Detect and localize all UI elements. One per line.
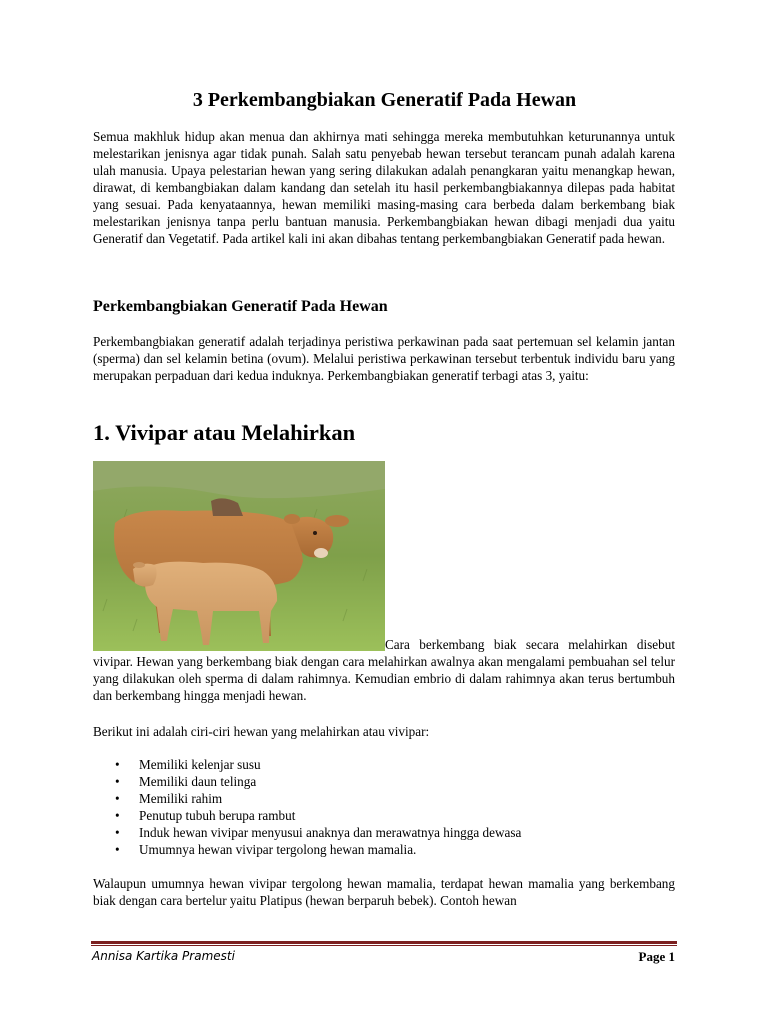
- intro-paragraph: Semua makhluk hidup akan menua dan akhirnya mati sehingga mereka membutuhkan keturunannya untuk melestarikan jenisnya agar tidak punah. Salah satu penyebab hewan tersebut terancam punah adalah karena ulah manusia. Upaya pelestarian hewan yang sering dilakukan adalah penangkaran yaitu menangkap hewan, dirawat, di kembangbiakan dalam kandang dan setelah itu hasil perkembangbiakannya dilepas pada habitat yang sesuai. Pada kenyataannya, hewan memiliki masing-masing cara berbeda dalam berkembang biak melestarikan jenisnya tanpa perlu bantuan manusia. Perkembangbiakan hewan dibagi menjadi dua yaitu Generatif dan Vegetatif. Pada artikel kali ini akan dibahas tentang perkembangbiakan Generatif pada hewan.: [93, 129, 675, 246]
- bullet-icon: •: [115, 774, 120, 789]
- list-item: • Induk hewan vivipar menyusui anaknya dan merawatnya hingga dewasa: [115, 825, 522, 840]
- bullet-icon: •: [115, 757, 120, 772]
- traits-intro: Berikut ini adalah ciri-ciri hewan yang melahirkan atau vivipar:: [93, 724, 430, 739]
- vivipar-heading: 1. Vivipar atau Melahirkan: [93, 420, 356, 445]
- footer-author: Annisa Kartika Pramesti: [92, 949, 235, 963]
- vivipar-paragraph: Cara berkembang biak secara melahirkan disebut vivipar. Hewan yang berkembang biak dengan cara melahirkan awalnya akan mengalami pembuahan sel telur yang dilakukan oleh sperma di dalam rahimnya. Kemudian embrio di dalam rahimnya akan terus bertumbuh dan berkembang hingga menjadi hewan.: [93, 637, 675, 703]
- list-item: • Penutup tubuh berupa rambut: [115, 808, 296, 823]
- page-number: Page 1: [638, 949, 675, 964]
- bullet-icon: •: [115, 808, 120, 823]
- bullet-icon: •: [115, 825, 120, 840]
- section-paragraph: Perkembangbiakan generatif adalah terjadinya peristiwa perkawinan pada saat pertemuan sel kelamin jantan (sperma) dan sel kelamin betina (ovum). Melalui peristiwa perkawinan tersebut terbentuk individu baru yang merupakan perpaduan dari kedua induknya. Perkembangbiakan generatif terbagi atas 3, yaitu:: [93, 334, 675, 383]
- page-title: 3 Perkembangbiakan Generatif Pada Hewan: [192, 89, 577, 111]
- section-heading: Perkembangbiakan Generatif Pada Hewan: [93, 298, 388, 315]
- traits-list: [93, 756, 675, 858]
- list-item: • Memiliki kelenjar susu: [115, 757, 261, 772]
- list-item: • Umumnya hewan vivipar tergolong hewan mamalia.: [115, 842, 417, 857]
- closing-paragraph: Walaupun umumnya hewan vivipar tergolong hewan mamalia, terdapat hewan mamalia yang berkembang biak dengan cara bertelur yaitu Platipus (hewan berparuh bebek). Contoh hewan: [93, 876, 675, 908]
- bullet-icon: •: [115, 791, 120, 806]
- list-item: • Memiliki rahim: [115, 791, 223, 806]
- bullet-icon: •: [115, 842, 120, 857]
- footer-divider: [91, 941, 677, 944]
- cow-and-calf-photo: [93, 461, 385, 651]
- footer-divider-thin: [91, 945, 677, 946]
- list-item: • Memiliki daun telinga: [115, 774, 257, 789]
